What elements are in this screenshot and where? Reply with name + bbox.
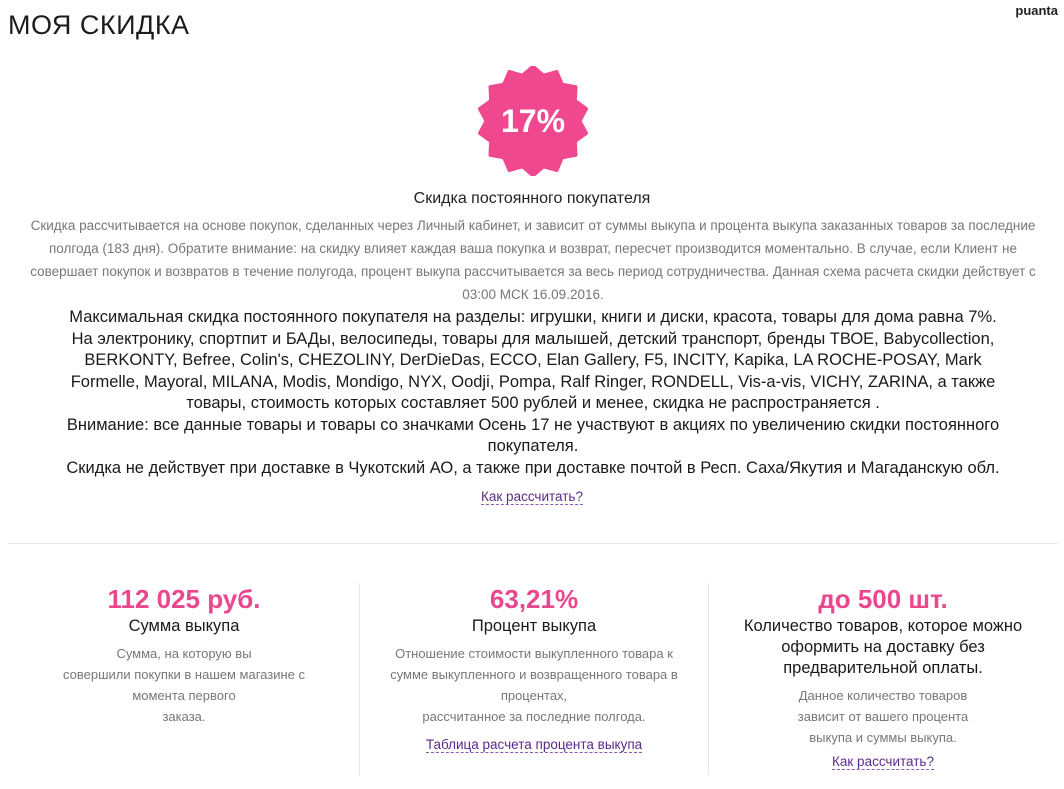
stat-purchase-percent — [364, 583, 704, 754]
stat-label: Сумма выкупа — [128, 617, 240, 635]
stat-value: до 500 шт. — [818, 584, 948, 614]
discount-badge — [478, 66, 588, 176]
calc-link-container — [0, 489, 1064, 504]
column-divider — [359, 583, 360, 775]
percent-table-link[interactable]: Таблица расчета процента выкупа — [425, 737, 643, 752]
stat-value: 112 025 руб. — [107, 584, 261, 614]
description-line: полгода (183 дня). Обратите внимание: на скидку влияет каждая ваша покупка и возврат, пересчет производится моментально. В случае, если Клиент не — [49, 241, 1017, 256]
stat-description: Сумма, на которую вы совершили покупки в нашем магазине с момента первого заказа. — [62, 646, 306, 724]
rules-line: BERKONTY, Befree, Colin's, CHEZOLINY, DerDieDas, ECCO, Elan Gallery, F5, INCITY, Kapika, LA ROCHE-POSAY, Mark — [84, 351, 982, 369]
column-divider — [708, 583, 709, 775]
rules-line: Внимание: все данные товары и товары со значками Осень 17 не участвуют в акциях по увеличению скидки постоянного — [66, 415, 1000, 434]
stat-description: Данное количество товаров зависит от вашего процента выкупа и суммы выкупа. — [797, 688, 969, 745]
divider — [8, 543, 1058, 544]
rules-line: Скидка не действует при доставке в Чукотский АО, а также при доставке почтой в Респ. Саха/Якутия и Магаданскую обл. — [66, 458, 1000, 477]
stat-label: Процент выкупа — [471, 617, 597, 635]
watermark-text: iRECOMMEND.RU — [939, 757, 1056, 772]
page-title: МОЯ СКИДКА — [8, 10, 190, 40]
description-line: Скидка рассчитывается на основе покупок, сделанных через Личный кабинет, и зависит от суммы выкупа и процента выкупа заказанных товаров за последние — [30, 218, 1036, 233]
stat-label: Количество товаров, которое можно оформить на доставку без предварительной оплаты. — [743, 617, 1023, 677]
description-line: 03:00 МСК 16.09.2016. — [462, 287, 604, 302]
discount-rules — [8, 307, 1058, 479]
watermark-text: puanta — [1015, 3, 1058, 18]
rules-line: товары, стоимость которых составляет 500 рублей и менее, скидка не распространяется . — [186, 394, 880, 412]
how-to-calculate-link[interactable]: Как рассчитать? — [481, 489, 583, 504]
rules-line: покупателя. — [487, 437, 579, 455]
description-line: совершает покупок и возвратов в течение полугода, процент выкупа рассчитывается за весь период сотрудничества. Данная схема расчета скидки действует с — [30, 264, 1036, 279]
how-to-calculate-link-2[interactable]: Как рассчитать? — [832, 754, 934, 769]
rules-line: Максимальная скидка постоянного покупателя на разделы: игрушки, книги и диски, красота, товары для дома равна 7%. — [69, 308, 997, 326]
stat-items-count — [713, 583, 1053, 771]
discount-subtitle: Скидка постоянного покупателя — [413, 190, 651, 207]
stat-purchase-sum — [14, 583, 354, 727]
stat-value: 63,21% — [489, 584, 579, 614]
stat-description: Отношение стоимости выкупленного товара к сумме выкупленного и возвращенного товара в процентах, рассчитанное за последние полгода. — [390, 646, 678, 724]
rules-line: Formelle, Mayoral, MILANA, Modis, Mondigo, NYX, Oodji, Pompa, Ralf Ringer, RONDELL, Vis-a-vis, VICHY, ZARINA, а также — [70, 372, 996, 391]
discount-value: 17% — [500, 102, 566, 139]
discount-description — [8, 214, 1058, 306]
rules-line: На электронику, спортпит и БАДы, велосипеды, товары для малышей, детский транспорт, бренды ТВОЕ, Babycollection, — [71, 329, 995, 348]
